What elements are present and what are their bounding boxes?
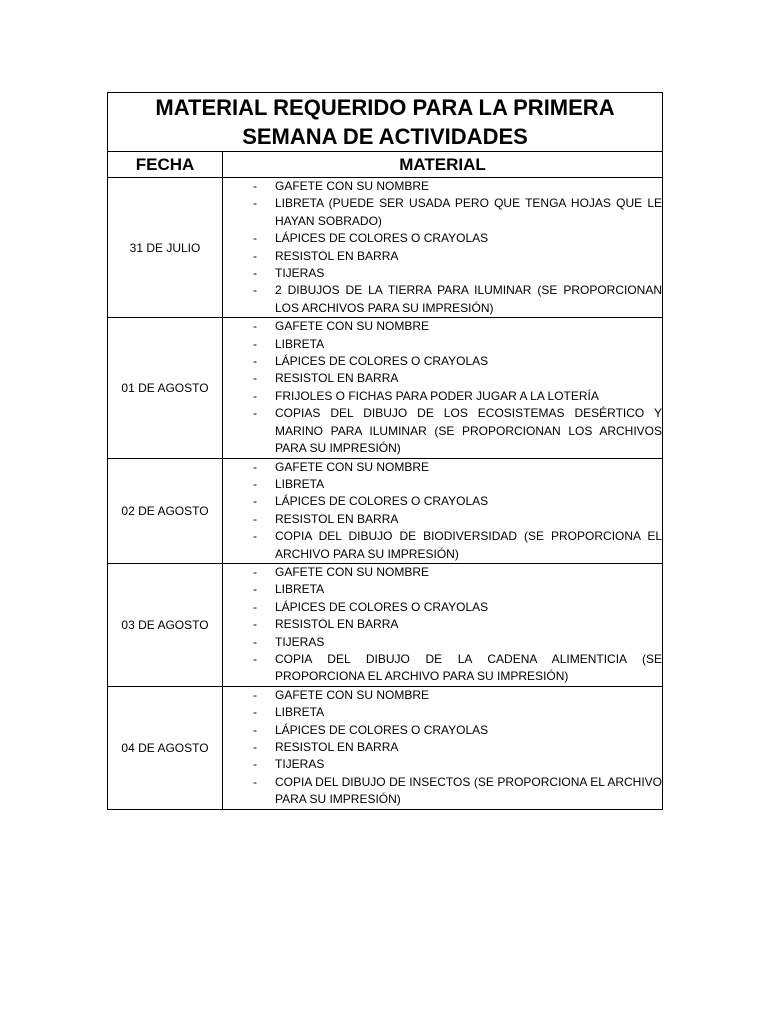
list-item	[223, 318, 662, 335]
bullet-dash: -	[253, 476, 257, 491]
bullet-dash: -	[253, 406, 257, 421]
item-text: RESISTOL EN BARRA	[275, 617, 399, 632]
table-row	[108, 686, 663, 809]
list-item	[223, 370, 662, 387]
bullet-dash: -	[253, 371, 257, 386]
bullet-dash: -	[253, 248, 257, 263]
list-item	[223, 564, 662, 581]
column-header-date: FECHA	[108, 152, 223, 178]
item-text: LIBRETA	[275, 582, 325, 597]
bullet-dash: -	[253, 582, 257, 597]
bullet-dash: -	[253, 511, 257, 526]
list-item	[223, 459, 662, 476]
material-list	[223, 459, 662, 563]
bullet-dash: -	[253, 774, 257, 789]
item-text: GAFETE CON SU NOMBRE	[275, 564, 430, 579]
bullet-dash: -	[253, 336, 257, 351]
item-text: COPIAS DEL DIBUJO DE LOS ECOSISTEMAS DESÉRTICO Y MARINO PARA ILUMINAR (SE PROPORCIONAN LOS ARCHIVOS PARA SU IMPRESIÓN)	[275, 406, 662, 456]
bullet-dash: -	[253, 179, 257, 193]
material-list	[223, 564, 662, 686]
list-item	[223, 599, 662, 616]
material-list	[223, 687, 662, 809]
material-cell	[223, 178, 663, 318]
list-item	[223, 476, 662, 493]
item-text: GAFETE CON SU NOMBRE	[275, 319, 430, 334]
item-text: LÁPICES DE COLORES O CRAYOLAS	[275, 722, 489, 737]
list-item	[223, 722, 662, 739]
date-cell: 03 DE AGOSTO	[108, 563, 223, 686]
bullet-dash: -	[253, 617, 257, 632]
bullet-dash: -	[253, 266, 257, 281]
date-cell: 01 DE AGOSTO	[108, 318, 223, 458]
item-text: COPIA DEL DIBUJO DE LA CADENA ALIMENTICIA (SE PROPORCIONA EL ARCHIVO PARA SU IMPRESIÓN)	[275, 651, 662, 684]
table-row	[108, 563, 663, 686]
material-list	[223, 178, 662, 317]
bullet-dash: -	[253, 564, 257, 579]
item-text: TIJERAS	[275, 266, 325, 281]
material-cell	[223, 458, 663, 563]
list-item	[223, 388, 662, 405]
item-text: LIBRETA	[275, 476, 325, 491]
item-text: LÁPICES DE COLORES O CRAYOLAS	[275, 494, 489, 509]
bullet-dash: -	[253, 529, 257, 544]
bullet-dash: -	[253, 599, 257, 614]
list-item	[223, 774, 662, 809]
list-item	[223, 248, 662, 265]
item-text: LÁPICES DE COLORES O CRAYOLAS	[275, 599, 489, 614]
list-item	[223, 704, 662, 721]
item-text: COPIA DEL DIBUJO DE BIODIVERSIDAD (SE PROPORCIONA EL ARCHIVO PARA SU IMPRESIÓN)	[275, 529, 662, 561]
list-item	[223, 282, 662, 317]
item-text: GAFETE CON SU NOMBRE	[275, 179, 430, 193]
item-text: COPIA DEL DIBUJO DE INSECTOS (SE PROPORCIONA EL ARCHIVO PARA SU IMPRESIÓN)	[275, 774, 662, 807]
item-text: RESISTOL EN BARRA	[275, 371, 399, 386]
item-text: RESISTOL EN BARRA	[275, 740, 399, 754]
list-item	[223, 230, 662, 247]
list-item	[223, 756, 662, 773]
bullet-dash: -	[253, 459, 257, 474]
item-text: LIBRETA	[275, 705, 325, 720]
document-title: MATERIAL REQUERIDO PARA LA PRIMERA SEMANA DE ACTIVIDADES	[108, 93, 663, 152]
list-item	[223, 493, 662, 510]
bullet-dash: -	[253, 196, 257, 211]
bullet-dash: -	[253, 722, 257, 737]
bullet-dash: -	[253, 757, 257, 772]
header-row	[108, 152, 663, 178]
material-cell	[223, 318, 663, 458]
bullet-dash: -	[253, 705, 257, 720]
item-text: GAFETE CON SU NOMBRE	[275, 459, 430, 474]
material-cell	[223, 563, 663, 686]
bullet-dash: -	[253, 634, 257, 649]
item-text: 2 DIBUJOS DE LA TIERRA PARA ILUMINAR (SE PROPORCIONAN LOS ARCHIVOS PARA SU IMPRESIÓN)	[275, 283, 662, 315]
list-item	[223, 528, 662, 563]
bullet-dash: -	[253, 319, 257, 334]
material-cell	[223, 686, 663, 809]
list-item	[223, 265, 662, 282]
item-text: GAFETE CON SU NOMBRE	[275, 687, 430, 702]
list-item	[223, 336, 662, 353]
list-item	[223, 178, 662, 195]
date-cell: 04 DE AGOSTO	[108, 686, 223, 809]
list-item	[223, 405, 662, 457]
table-row	[108, 318, 663, 458]
list-item	[223, 581, 662, 598]
bullet-dash: -	[253, 283, 257, 298]
material-list	[223, 318, 662, 457]
list-item	[223, 687, 662, 704]
item-text: LIBRETA	[275, 336, 325, 351]
list-item	[223, 651, 662, 686]
column-header-material: MATERIAL	[223, 152, 663, 178]
bullet-dash: -	[253, 354, 257, 369]
item-text: LÁPICES DE COLORES O CRAYOLAS	[275, 354, 489, 369]
bullet-dash: -	[253, 740, 257, 754]
table-row	[108, 458, 663, 563]
list-item	[223, 634, 662, 651]
date-cell: 31 DE JULIO	[108, 178, 223, 318]
table-row	[108, 178, 663, 318]
list-item	[223, 511, 662, 528]
bullet-dash: -	[253, 651, 257, 666]
materials-table	[107, 92, 663, 810]
item-text: TIJERAS	[275, 757, 325, 772]
bullet-dash: -	[253, 231, 257, 246]
list-item	[223, 616, 662, 633]
bullet-dash: -	[253, 494, 257, 509]
item-text: FRIJOLES O FICHAS PARA PODER JUGAR A LA LOTERÍA	[275, 388, 599, 403]
item-text: TIJERAS	[275, 634, 325, 649]
title-row	[108, 93, 663, 152]
table-body	[108, 178, 663, 810]
item-text: RESISTOL EN BARRA	[275, 511, 399, 526]
list-item	[223, 739, 662, 756]
list-item	[223, 353, 662, 370]
item-text: LÁPICES DE COLORES O CRAYOLAS	[275, 231, 489, 246]
item-text: RESISTOL EN BARRA	[275, 248, 399, 263]
date-cell: 02 DE AGOSTO	[108, 458, 223, 563]
bullet-dash: -	[253, 687, 257, 702]
list-item	[223, 195, 662, 230]
item-text: LIBRETA (PUEDE SER USADA PERO QUE TENGA HOJAS QUE LE HAYAN SOBRADO)	[275, 196, 662, 228]
bullet-dash: -	[253, 388, 257, 403]
